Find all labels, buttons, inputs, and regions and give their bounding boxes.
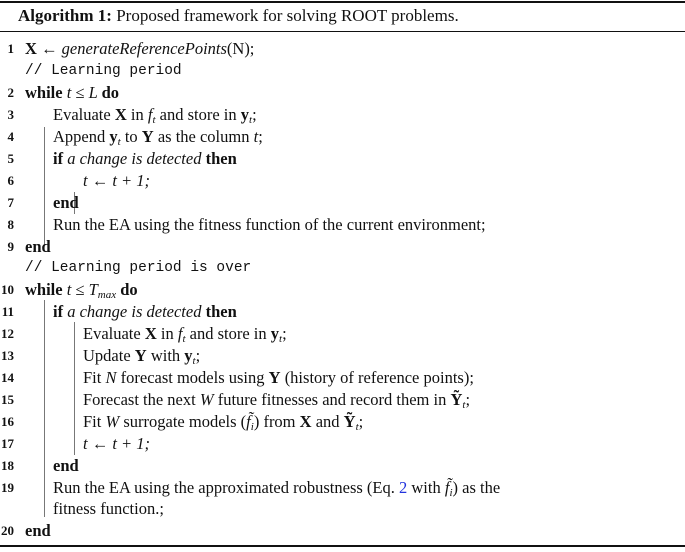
caption-label: Algorithm 1: — [18, 6, 112, 25]
text: (history of reference points); — [280, 368, 474, 387]
keyword-if: if — [53, 149, 64, 168]
text: future fitnesses and record them in — [213, 390, 451, 409]
text: in — [126, 105, 148, 124]
keyword-do: do — [116, 280, 138, 299]
line-number: 20 — [1, 523, 14, 538]
text: Forecast the next — [83, 390, 200, 409]
statement: Run the EA using the fitness function of the current environment; — [53, 215, 486, 234]
text: and store in — [185, 324, 271, 343]
line-number: 7 — [7, 195, 14, 210]
keyword-then: then — [205, 149, 237, 168]
function-args: (N); — [226, 39, 255, 58]
line-number: 15 — [1, 392, 14, 407]
text: Evaluate — [53, 105, 115, 124]
text: surrogate models ( — [119, 412, 247, 431]
keyword-end: end — [53, 193, 79, 212]
text: as the column — [153, 127, 254, 146]
statement: fitness function.; — [53, 499, 164, 518]
line-number: 18 — [1, 458, 14, 473]
keyword-end: end — [53, 456, 79, 475]
matrix-x: X — [25, 39, 37, 58]
text: ; — [195, 346, 201, 365]
text: ) as the — [452, 478, 501, 497]
keyword-while: while — [25, 280, 63, 299]
text: ; — [282, 324, 287, 343]
line-number: 4 — [7, 129, 14, 144]
text: Fit — [83, 412, 106, 431]
text: Append — [53, 127, 110, 146]
while-2-guide — [44, 300, 45, 517]
vector-y: y — [270, 324, 279, 343]
line-number: 16 — [1, 414, 14, 429]
condition: t ≤ L — [62, 83, 102, 102]
keyword-while: while — [25, 83, 63, 102]
vector-y: y — [184, 346, 193, 365]
matrix-y: Y — [141, 127, 154, 146]
matrix-y: Y — [134, 346, 147, 365]
keyword-do: do — [101, 83, 120, 102]
function-name: generateReferencePoints — [61, 39, 227, 58]
keyword-end: end — [25, 521, 51, 540]
subscript: t — [462, 399, 466, 411]
while-1-guide — [44, 127, 45, 245]
if-2-guide — [74, 322, 75, 455]
subscript: i — [449, 487, 453, 499]
line-number: 5 — [7, 151, 14, 166]
text: forecast models using — [116, 368, 269, 387]
subscript: t — [117, 136, 121, 148]
text: ; — [252, 105, 257, 124]
line-number: 1 — [7, 41, 14, 56]
condition: t ≤ T — [62, 280, 98, 299]
text: ; — [258, 127, 263, 146]
line-number: 8 — [7, 217, 14, 232]
text: and — [311, 412, 344, 431]
line-number: 9 — [7, 239, 14, 254]
matrix-y: Y — [268, 368, 281, 387]
line-number: 10 — [1, 282, 14, 297]
var-w: W — [105, 412, 120, 431]
text: to — [120, 127, 142, 146]
caption-rule — [0, 31, 685, 32]
var-n: N — [105, 368, 117, 387]
var-t: t — [253, 127, 259, 146]
text: Run the EA using the approximated robustness (Eq. — [53, 478, 399, 497]
statement: t ← t + 1; — [83, 434, 151, 453]
subscript: t — [152, 114, 156, 126]
bottom-rule — [0, 545, 685, 547]
condition: a change is detected — [63, 302, 206, 321]
line-number: 2 — [7, 85, 14, 100]
function-f-tilde: f̃ — [246, 412, 251, 431]
vector-y: y — [109, 127, 118, 146]
function-f: f — [177, 324, 183, 343]
text: Evaluate — [83, 324, 145, 343]
matrix-x: X — [299, 412, 312, 431]
line-number: 3 — [7, 107, 14, 122]
condition: a change is detected — [63, 149, 206, 168]
subscript: t — [249, 114, 253, 126]
subscript: t — [279, 333, 283, 345]
text: Update — [83, 346, 135, 365]
function-f-tilde: f̃ — [444, 478, 450, 497]
line-number: 13 — [1, 348, 14, 363]
subscript: t — [182, 333, 186, 345]
keyword-if: if — [53, 302, 64, 321]
matrix-y-tilde: Ỹ — [343, 412, 356, 431]
line-number: 12 — [1, 326, 14, 341]
text: with — [146, 346, 185, 365]
keyword-end: end — [25, 237, 51, 256]
subscript: max — [97, 289, 117, 301]
line-number: 11 — [1, 304, 14, 319]
line-number: 6 — [7, 173, 14, 188]
keyword-then: then — [205, 302, 237, 321]
text: ) from — [253, 412, 300, 431]
text: and store in — [155, 105, 241, 124]
line-number: 19 — [1, 480, 14, 495]
comment-text: // Learning period is over — [25, 260, 252, 276]
text: in — [156, 324, 178, 343]
matrix-x: X — [114, 105, 127, 124]
equation-ref-link[interactable]: 2 — [399, 478, 408, 497]
text: with — [407, 478, 445, 497]
assign-arrow: ← — [36, 39, 62, 58]
line-number: 14 — [1, 370, 14, 385]
algorithm-caption — [18, 6, 459, 26]
vector-y: y — [240, 105, 249, 124]
subscript: t — [355, 421, 359, 433]
text: Fit — [83, 368, 106, 387]
matrix-y-tilde: Ỹ — [450, 390, 463, 409]
matrix-x: X — [144, 324, 157, 343]
text: ; — [465, 390, 471, 409]
comment-text: // Learning period — [25, 63, 182, 79]
caption-title: Proposed framework for solving ROOT problems. — [116, 6, 459, 25]
function-f: f — [147, 105, 153, 124]
top-rule — [0, 1, 685, 3]
var-w: W — [199, 390, 214, 409]
text: ; — [358, 412, 364, 431]
line-number: 17 — [1, 436, 14, 451]
subscript: i — [250, 421, 254, 433]
statement: t ← t + 1; — [83, 171, 151, 190]
subscript: t — [192, 355, 196, 367]
